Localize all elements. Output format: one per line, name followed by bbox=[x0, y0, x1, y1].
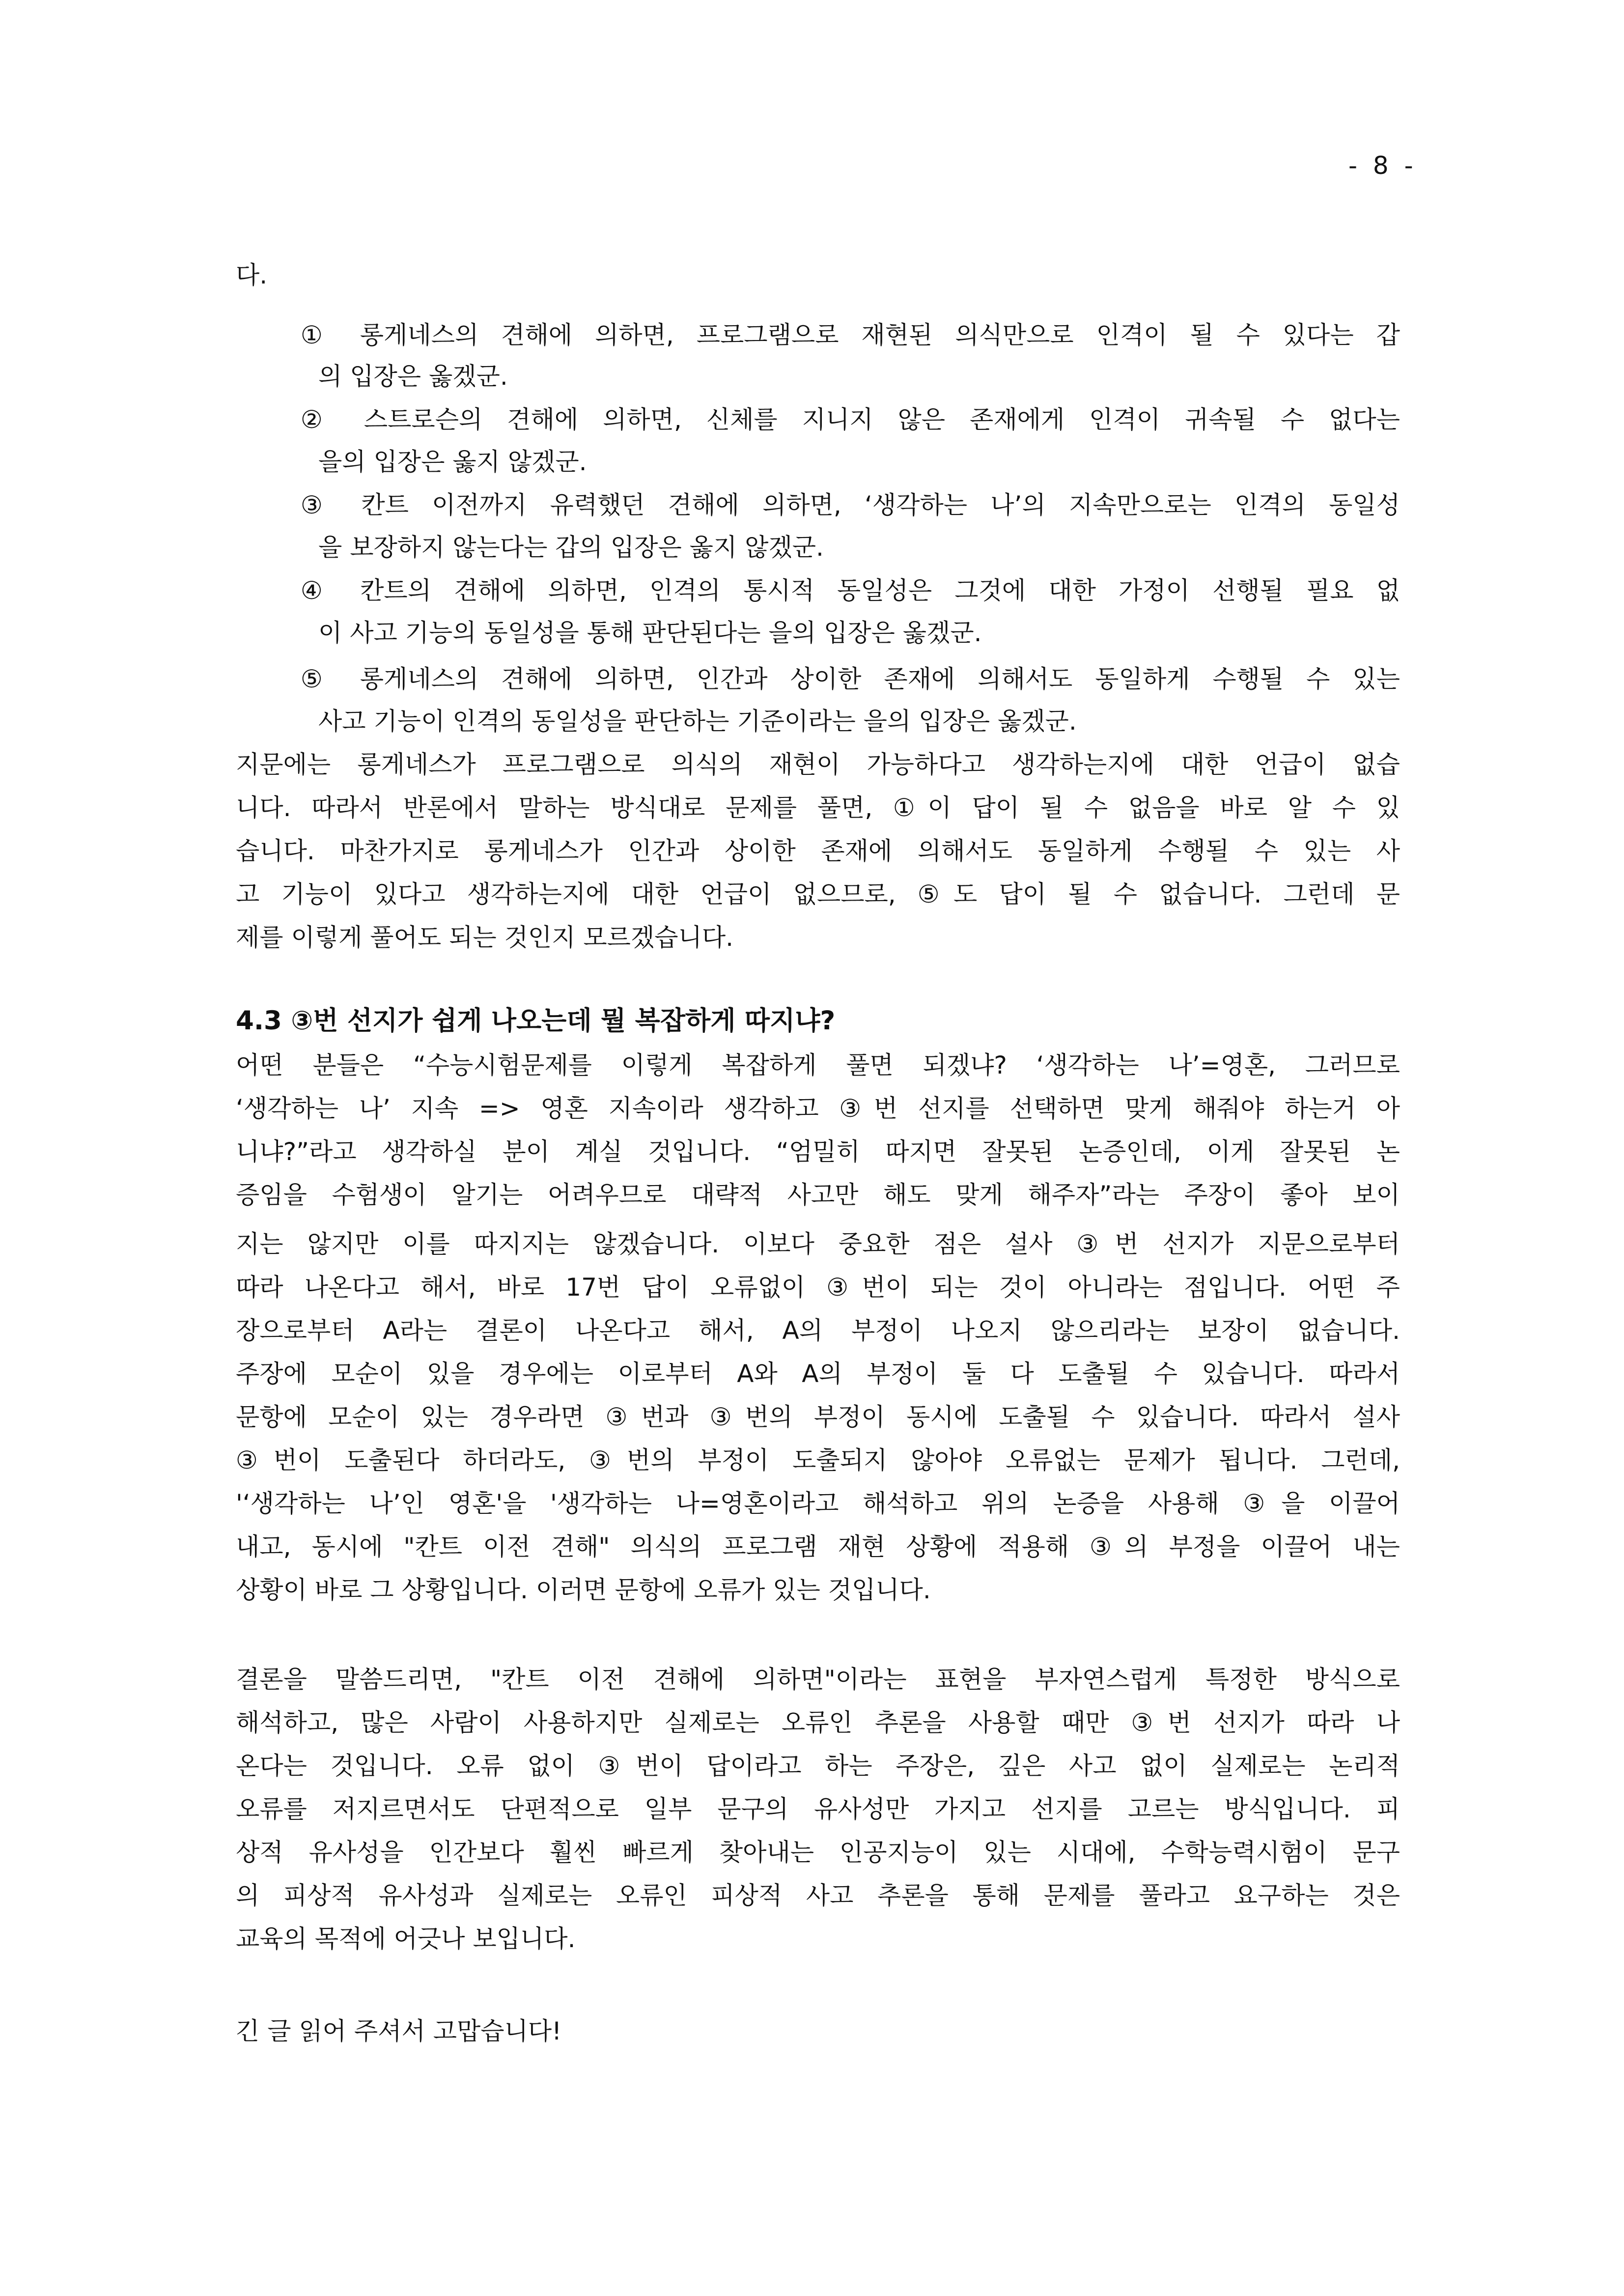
paragraph-line: 오류를 저지르면서도 단편적으로 일부 문구의 유사성만 가지고 선지를 고르는 방식입니다. 피 bbox=[236, 1795, 1400, 1823]
paragraph-line: '‘생각하는 나’인 영혼'을 '생각하는 나=영혼이라고 해석하고 위의 논증을 사용해 ③을 이끌어 bbox=[236, 1489, 1400, 1518]
paragraph-line: 고 기능이 있다고 생각하는지에 대한 언급이 없으므로, ⑤도 답이 될 수 없습니다. 그런데 문 bbox=[236, 880, 1400, 908]
paragraph-line: 결론을 말씀드리면, "칸트 이전 견해에 의하면"이라는 표현을 부자연스럽게 특정한 방식으로 bbox=[236, 1665, 1400, 1694]
paragraph-line: 어떤 분들은 “수능시험문제를 이렇게 복잡하게 풀면 되겠냐? ‘생각하는 나’=영혼, 그러므로 bbox=[236, 1051, 1400, 1079]
paragraph-line: ③번이 도출된다 하더라도, ③번의 부정이 도출되지 않아야 오류없는 문제가 됩니다. 그런데, bbox=[236, 1446, 1400, 1474]
paragraph-line: 상적 유사성을 인간보다 훨씬 빠르게 찾아내는 인공지능이 있는 시대에, 수학능력시험이 문구 bbox=[236, 1838, 1400, 1867]
paragraph-line: 의 피상적 유사성과 실제로는 오류인 피상적 사고 추론을 통해 문제를 풀라고 요구하는 것은 bbox=[236, 1881, 1400, 1910]
option-3-continued: 을 보장하지 않는다는 갑의 입장은 옳지 않겠군. bbox=[318, 533, 824, 562]
paragraph-line: 습니다. 마찬가지로 롱게네스가 인간과 상이한 존재에 의해서도 동일하게 수행될 수 있는 사 bbox=[236, 837, 1400, 865]
paragraph-line: 니냐?”라고 생각하실 분이 계실 것입니다. “엄밀히 따지면 잘못된 논증인데, 이게 잘못된 논 bbox=[236, 1137, 1400, 1166]
option-5-continued: 사고 기능이 인격의 동일성을 판단하는 기준이라는 을의 입장은 옳겠군. bbox=[318, 707, 1077, 736]
option-4: ④ 칸트의 견해에 의하면, 인격의 통시적 동일성은 그것에 대한 가정이 선행될 필요 없 bbox=[301, 576, 1400, 605]
paragraph-line: 상황이 바로 그 상황입니다. 이러면 문항에 오류가 있는 것입니다. bbox=[236, 1576, 931, 1604]
closing-text: 긴 글 읽어 주셔서 고맙습니다! bbox=[236, 2017, 562, 2045]
paragraph-line: 따라 나온다고 해서, 바로 17번 답이 오류없이 ③번이 되는 것이 아니라는 점입니다. 어떤 주 bbox=[236, 1273, 1400, 1302]
page-number: - 8 - bbox=[1348, 151, 1417, 180]
paragraph-line: 장으로부터 A라는 결론이 나온다고 해서, A의 부정이 나오지 않으리라는 보장이 없습니다. bbox=[236, 1316, 1400, 1345]
section-heading: 4.3 ③번 선지가 쉽게 나오는데 뭘 복잡하게 따지냐? bbox=[236, 1006, 836, 1036]
paragraph-line: 지문에는 롱게네스가 프로그램으로 의식의 재현이 가능하다고 생각하는지에 대한 언급이 없습 bbox=[236, 750, 1400, 779]
option-2-continued: 을의 입장은 옳지 않겠군. bbox=[318, 448, 587, 476]
option-1-continued: 의 입장은 옳겠군. bbox=[318, 362, 508, 391]
lead-in-text: 다. bbox=[236, 261, 268, 289]
paragraph-line: 내고, 동시에 "칸트 이전 견해" 의식의 프로그램 재현 상황에 적용해 ③의 부정을 이끌어 내는 bbox=[236, 1532, 1400, 1561]
option-4-continued: 이 사고 기능의 동일성을 통해 판단된다는 을의 입장은 옳겠군. bbox=[318, 619, 982, 647]
paragraph-line: 주장에 모순이 있을 경우에는 이로부터 A와 A의 부정이 둘 다 도출될 수 있습니다. 따라서 bbox=[236, 1360, 1400, 1388]
paragraph-line: 니다. 따라서 반론에서 말하는 방식대로 문제를 풀면, ①이 답이 될 수 없음을 바로 알 수 있 bbox=[236, 794, 1400, 822]
option-3: ③ 칸트 이전까지 유력했던 견해에 의하면, ‘생각하는 나’의 지속만으로는 인격의 동일성 bbox=[301, 491, 1400, 519]
paragraph-line: 교육의 목적에 어긋나 보입니다. bbox=[236, 1925, 576, 1953]
paragraph-line: 제를 이렇게 풀어도 되는 것인지 모르겠습니다. bbox=[236, 923, 734, 952]
paragraph-line: 지는 않지만 이를 따지지는 않겠습니다. 이보다 중요한 점은 설사 ③번 선지가 지문으로부터 bbox=[236, 1230, 1400, 1258]
paragraph-line: 온다는 것입니다. 오류 없이 ③번이 답이라고 하는 주장은, 깊은 사고 없이 실제로는 논리적 bbox=[236, 1752, 1400, 1780]
paragraph-line: 증임을 수험생이 알기는 어려우므로 대략적 사고만 해도 맞게 해주자”라는 주장이 좋아 보이 bbox=[236, 1181, 1400, 1209]
paragraph-line: 해석하고, 많은 사람이 사용하지만 실제로는 오류인 추론을 사용할 때만 ③번 선지가 따라 나 bbox=[236, 1708, 1400, 1737]
option-1: ① 롱게네스의 견해에 의하면, 프로그램으로 재현된 의식만으로 인격이 될 수 있다는 갑 bbox=[301, 321, 1400, 349]
option-5: ⑤ 롱게네스의 견해에 의하면, 인간과 상이한 존재에 의해서도 동일하게 수행될 수 있는 bbox=[301, 665, 1400, 693]
paragraph-line: 문항에 모순이 있는 경우라면 ③번과 ③번의 부정이 동시에 도출될 수 있습니다. 따라서 설사 bbox=[236, 1403, 1400, 1431]
option-2: ② 스트로슨의 견해에 의하면, 신체를 지니지 않은 존재에게 인격이 귀속될 수 없다는 bbox=[301, 405, 1400, 434]
paragraph-line: ‘생각하는 나’ 지속 => 영혼 지속이라 생각하고 ③번 선지를 선택하면 맞게 해줘야 하는거 아 bbox=[236, 1094, 1400, 1123]
